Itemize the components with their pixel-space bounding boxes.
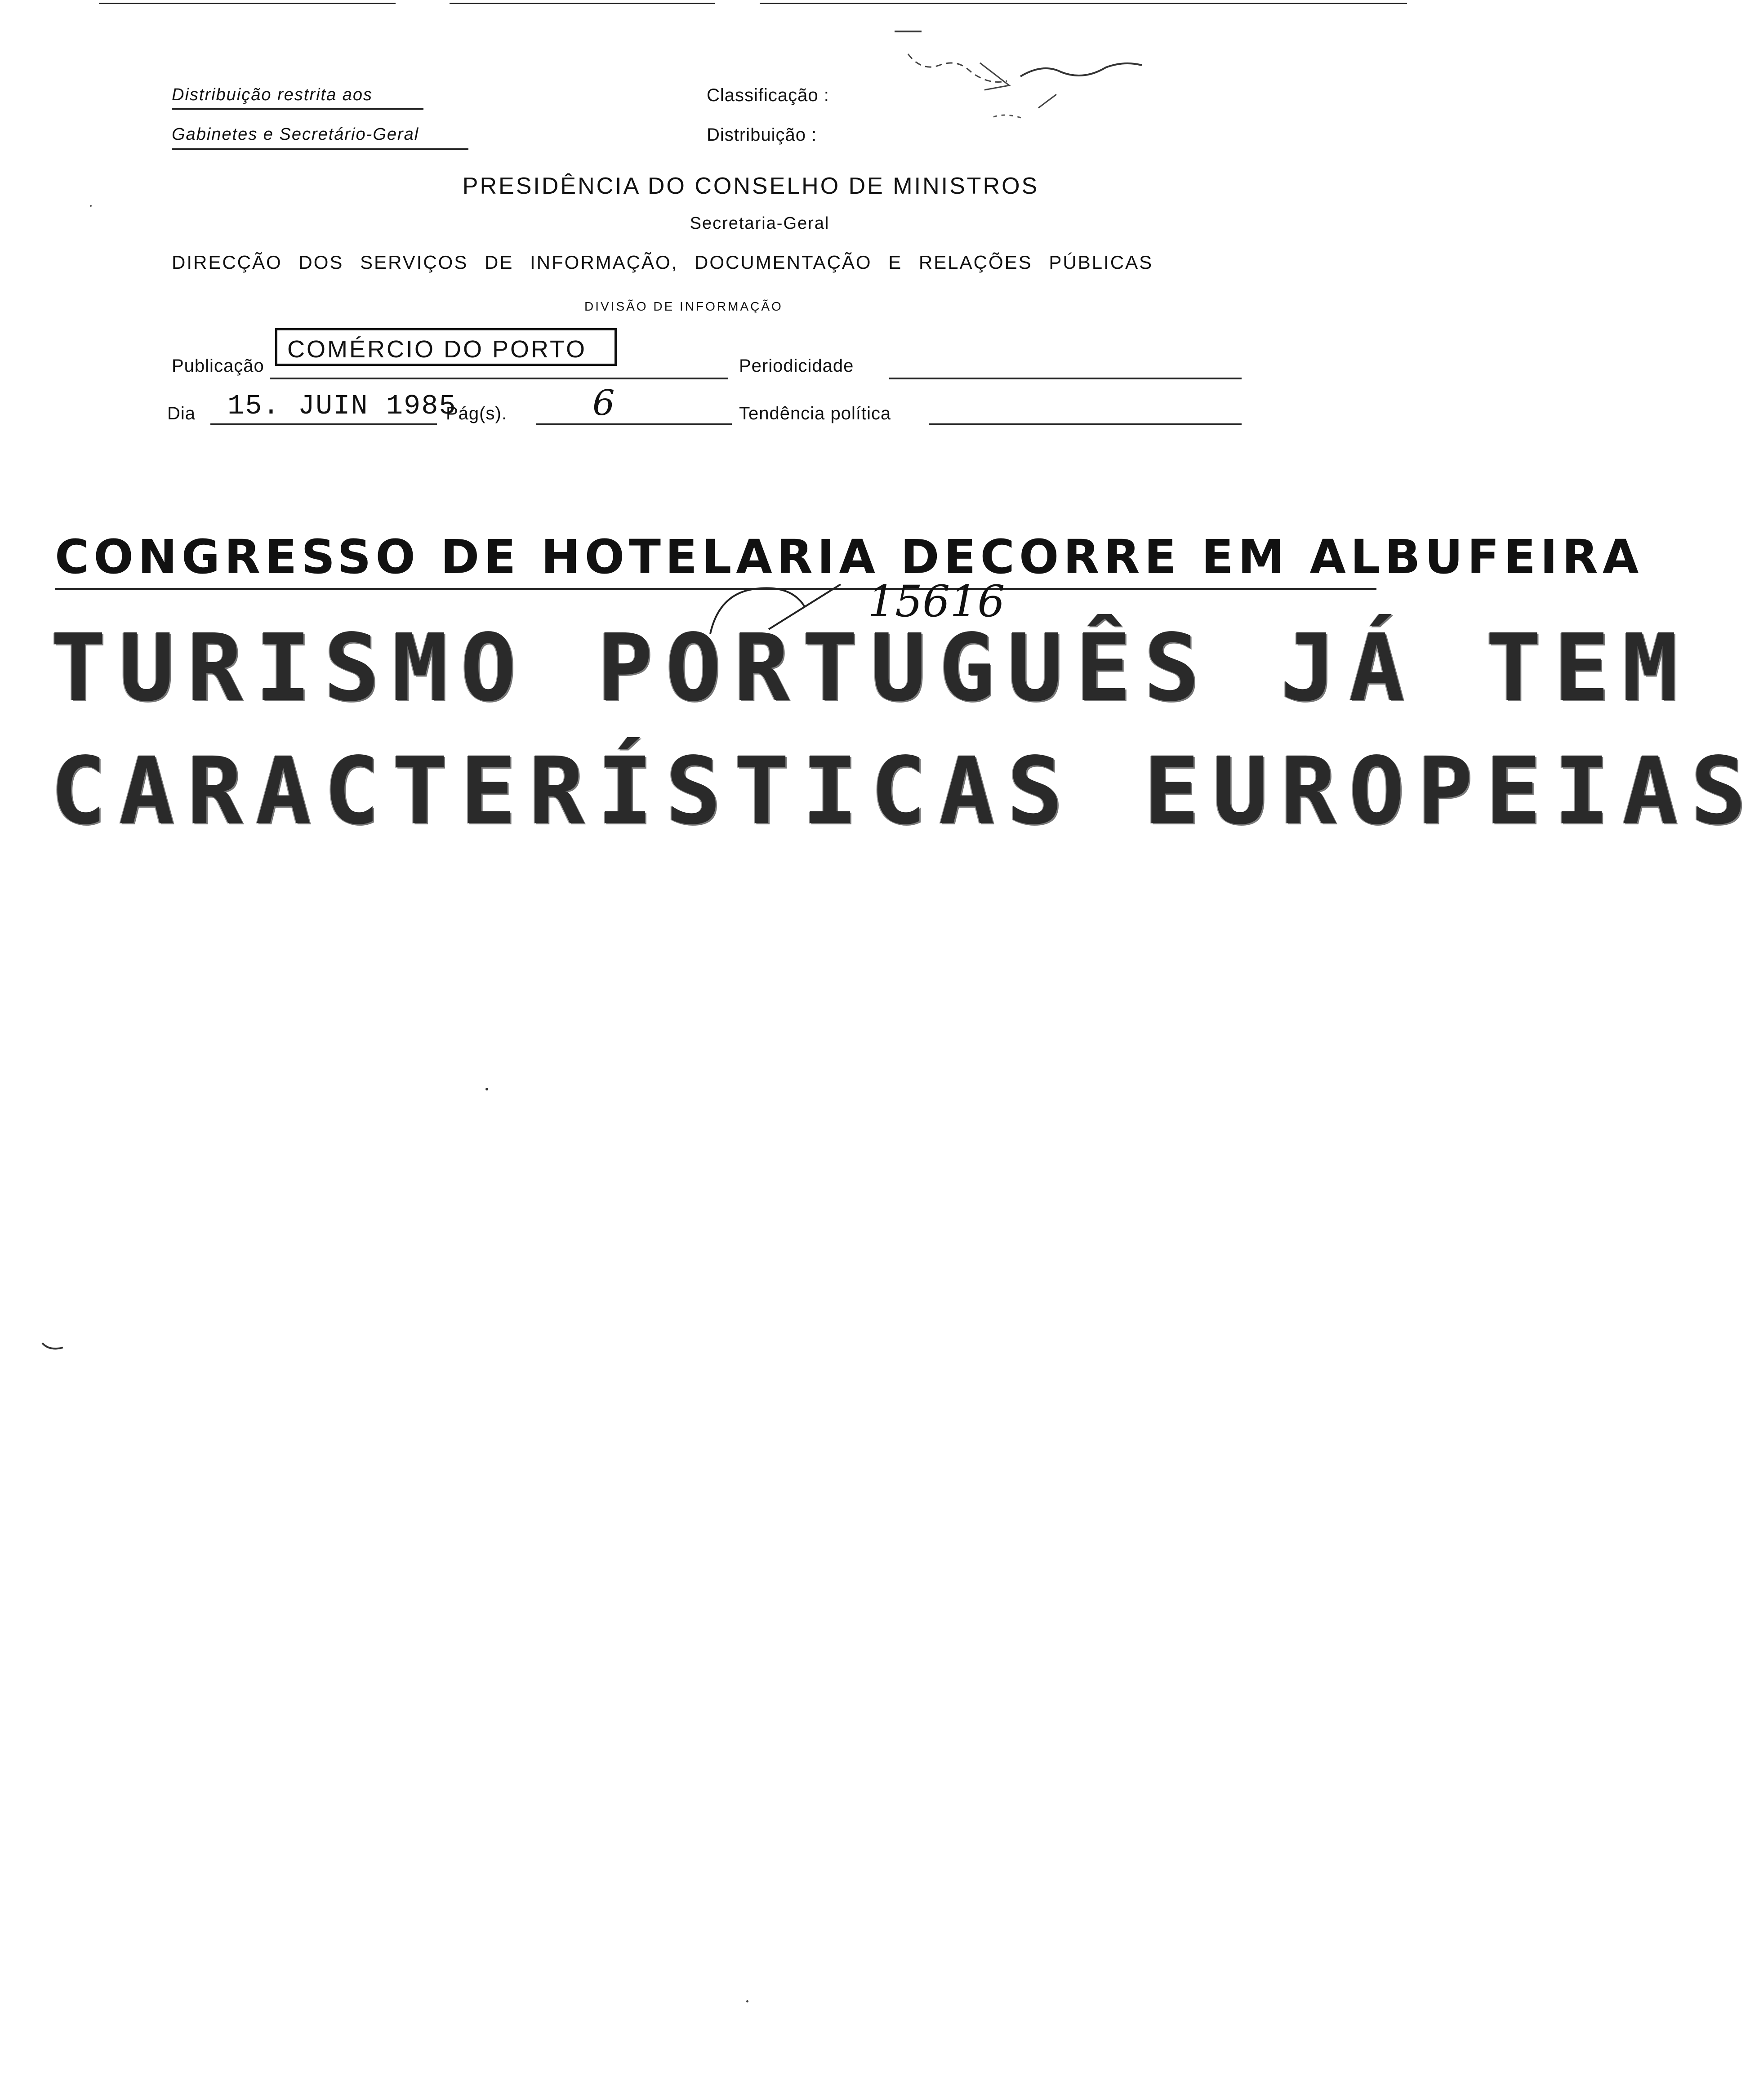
- periodicity-label: Periodicidade: [739, 356, 854, 376]
- signature-scribble: [890, 22, 1160, 139]
- day-line: [210, 423, 437, 425]
- political-tendency-line: [929, 423, 1242, 425]
- top-edge-line: [450, 3, 715, 4]
- publication-stamp: COMÉRCIO DO PORTO: [275, 328, 617, 366]
- top-edge-line: [99, 3, 396, 4]
- secretariat-label: Secretaria-Geral: [690, 214, 830, 233]
- pages-label: Pág(s).: [446, 404, 507, 423]
- classification-label: Classificação :: [707, 85, 829, 105]
- day-value: 15. JUIN 1985: [227, 390, 457, 422]
- distribution-line-2: Gabinetes e Secretário-Geral: [172, 125, 419, 144]
- headline-line-1: TURISMO PORTUGUÊS JÁ TEM: [50, 614, 1691, 722]
- publication-label: Publicação: [172, 356, 264, 376]
- distribution-label: Distribuição :: [707, 125, 817, 145]
- pages-line: [536, 423, 732, 425]
- directorate-label: DIRECÇÃO DOS SERVIÇOS DE INFORMAÇÃO, DOCUMENTAÇÃO E RELAÇÕES PÚBLICAS: [172, 252, 1153, 273]
- political-tendency-label: Tendência política: [739, 404, 891, 423]
- scan-speck: [90, 205, 92, 207]
- pages-value: 6: [592, 383, 615, 423]
- distribution-underline: [172, 108, 423, 110]
- handwritten-code: 15616: [868, 576, 1005, 627]
- distribution-underline: [172, 148, 468, 150]
- day-label: Dia: [167, 404, 196, 423]
- top-edge-line: [760, 3, 1407, 4]
- scan-speck: [485, 1088, 488, 1090]
- division-label: DIVISÃO DE INFORMAÇÃO: [584, 299, 783, 313]
- presidency-title: PRESIDÊNCIA DO CONSELHO DE MINISTROS: [462, 173, 1039, 199]
- publication-line: [270, 378, 728, 379]
- scan-speck: [746, 2000, 748, 2002]
- distribution-line-1: Distribuição restrita aos: [172, 85, 373, 104]
- scan-mark: [40, 1339, 67, 1353]
- periodicity-line: [889, 378, 1242, 379]
- article-kicker: CONGRESSO DE HOTELARIA DECORRE EM ALBUFEIRA: [55, 529, 1643, 584]
- headline-line-2: CARACTERÍSTICAS EUROPEIAS: [50, 737, 1759, 845]
